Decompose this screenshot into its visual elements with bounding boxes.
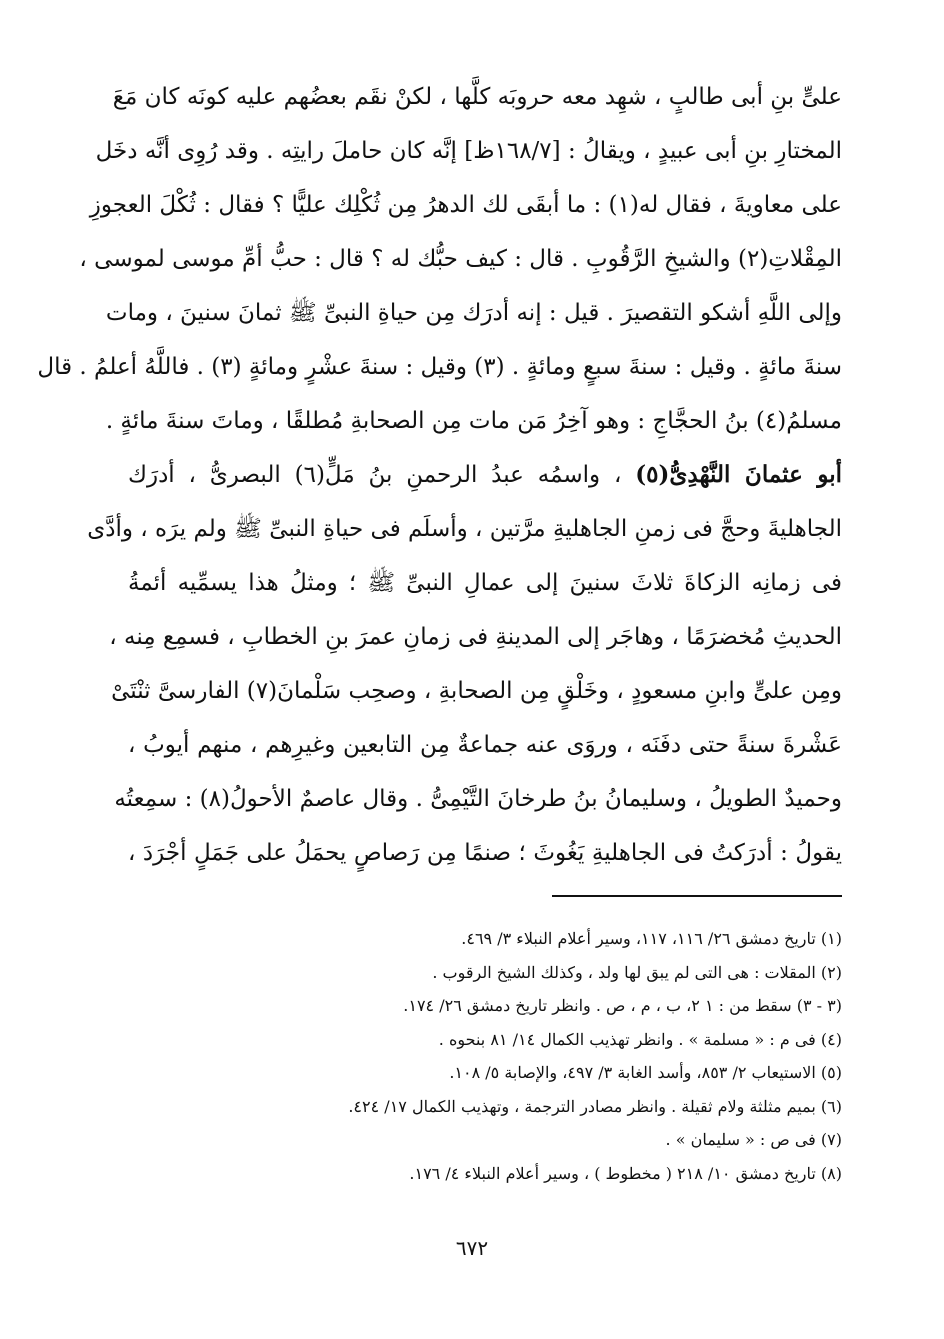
text-line: وإلى اللَّهِ أشكو التقصيرَ . قيل : إنه أدرَك مِن حياةِ النبىِّ ﷺ ثمانَ سنينَ ، ومات [105, 300, 842, 326]
text-line: سنةَ مائةٍ . وقيل : سنةَ سبعٍ ومائةٍ . (٣) وقيل : سنةَ عشْرٍ ومائةٍ (٣) . فاللَّهُ أعلمُ . قال [37, 354, 842, 380]
footnote: (١) تاريخ دمشق ٢٦/ ١١٦، ١١٧، وسير أعلام النبلاء ٣/ ٤٦٩. [461, 929, 842, 948]
text-line: فى زمانِه الزكاةَ ثلاثَ سنينَ إلى عمالِ النبىِّ ﷺ ؛ ومثلُ هذا يسمِّيه أئمةُ [128, 570, 842, 596]
text-line: المِقْلاتِ(٢) والشيخِ الرَّقُوبِ . قال : كيف حبُّك له ؟ قال : حبُّ أمِّ موسى لموسى ، [79, 246, 842, 272]
footnote: (٦) بميم مثلثة ولام ثقيلة . وانظر مصادر الترجمة ، وتهذيب الكمال ١٧/ ٤٢٤. [348, 1096, 842, 1116]
footnotes [128, 922, 842, 1190]
footnote: (٣ - ٣) سقط من : ١ ٢، ب ، م ، ص . وانظر تاريخ دمشق ٢٦/ ١٧٤. [403, 996, 842, 1015]
text-line: الجاهليةَ وحجَّ فى زمنِ الجاهليةِ مرَّتين ، وأسلَم فى حياةِ النبىِّ ﷺ ولم يرَه ، وأدَّى [87, 516, 842, 542]
footnote: (٥) الاستيعاب ٢/ ٨٥٣، وأسد الغابة ٣/ ٤٩٧، والإصابة ٥/ ١٠٨. [449, 1063, 842, 1082]
text-line: ومِن علىٍّ وابنِ مسعودٍ ، وخَلْقٍ مِن الصحابةِ ، وصحِب سَلْمانَ(٧) الفارسىَّ ثنْتَىْ [111, 678, 842, 704]
main-text [37, 70, 842, 880]
text-line: يقولُ : أدرَكتُ فى الجاهليةِ يَغُوثَ ؛ صنمًا مِن رَصاصٍ يحمَلُ على جَمَلٍ أجْرَدَ ، [128, 840, 842, 866]
entry-first-line [128, 448, 842, 502]
text-line: وحميدٌ الطويلُ ، وسليمانُ بنُ طرخانَ التَّيْمِىُّ . وقال عاصمٌ الأحولُ(٨) : سمِعتُه [114, 786, 842, 812]
footnote: (٤) فى م : « مسلمة » . وانظر تهذيب الكمال ١٤/ ٨١ بنحوه . [438, 1029, 842, 1049]
footnote: (٢) المقلات : هى التى لم يبق لها ولد ، وكذلك الشيخ الرقوب . [432, 962, 842, 982]
text-line: على معاويةَ ، فقال له(١) : ما أبقَى لك الدهرُ مِن ثُكْلِك عليًّا ؟ فقال : ثُكْلَ العجوزِ [89, 192, 842, 218]
entry-heading: أبو عثمانَ النَّهْدِىُّ(٥) [635, 461, 842, 488]
text-line: المختارِ بنِ أبى عبيدٍ ، ويقالُ : [١٦٨/٧ظ] إنَّه كان حاملَ رايتِه . وقد رُوِى أنَّه دخَل [95, 138, 842, 164]
entry-heading-rest: ، واسمُه عبدُ الرحمنِ بنُ مَلٍّ(٦) البصرىُّ ، أدرَك [128, 462, 622, 488]
footnote-separator [552, 895, 842, 897]
footnote: (٧) فى ص : « سليمان » . [665, 1130, 842, 1149]
text-line: مسلمُ(٤) بنُ الحجَّاجِ : وهو آخِرُ مَن مات مِن الصحابةِ مُطلقًا ، وماتَ سنةَ مائةٍ . [105, 408, 842, 434]
text-line: الحديثِ مُخضرَمًا ، وهاجَر إلى المدينةِ فى زمانِ عمرَ بنِ الخطابِ ، فسمِع مِنه ، [109, 624, 842, 650]
text-line: علىٍّ بنِ أبى طالبٍ ، شهِد معه حروبَه كلَّها ، لكنْ نقَم بعضُهم عليه كونَه كان مَعَ [112, 84, 842, 110]
text-line: عَشْرةَ سنةً حتى دفَنَه ، وروَى عنه جماعةٌ مِن التابعين وغيرِهم ، منهم أيوبُ ، [128, 732, 842, 758]
page-number: ٦٧٢ [455, 1236, 489, 1260]
footnote: (٨) تاريخ دمشق ١٠/ ٢١٨ ( مخطوط ) ، وسير أعلام النبلاء ٤/ ١٧٦. [409, 1163, 842, 1183]
